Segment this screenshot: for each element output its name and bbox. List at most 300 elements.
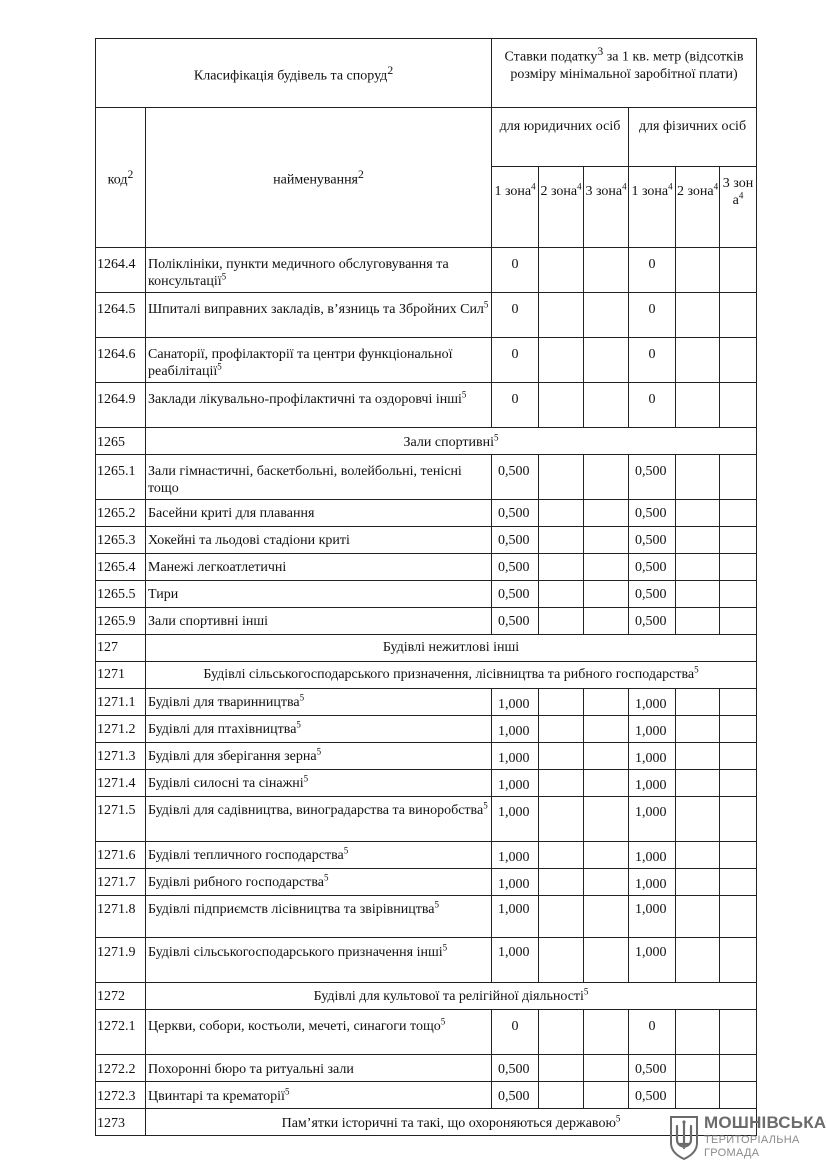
legal-zone-3-value — [584, 1010, 629, 1055]
physical-zone-3-value — [720, 1055, 757, 1082]
physical-zone-2-value — [676, 455, 720, 500]
physical-zone-3-value — [720, 743, 757, 770]
zone-label: 2 зона — [540, 184, 578, 199]
zone-label: 3 зона — [585, 184, 623, 199]
row-code: 1271.2 — [96, 716, 146, 743]
header-rates-rest: за 1 кв. метр (відсотків розміру мінімальної заробітної плати) — [510, 49, 744, 82]
row-code: 1272 — [96, 983, 146, 1010]
legal-zone-1-value: 0 — [492, 338, 539, 383]
footnote-mark: 5 — [217, 361, 222, 372]
header-classification — [96, 39, 492, 108]
footnote-mark: 4 — [622, 181, 627, 192]
table-row — [96, 1082, 757, 1109]
header-code — [96, 108, 146, 248]
legal-zone-2-value — [539, 293, 584, 338]
physical-zone-3-value — [720, 1082, 757, 1109]
row-code: 1264.6 — [96, 338, 146, 383]
row-code: 1264.4 — [96, 248, 146, 293]
row-code: 1271.5 — [96, 797, 146, 842]
row-name — [146, 248, 492, 293]
tax-rates-table — [95, 38, 757, 1136]
header-individuals — [629, 108, 757, 167]
legal-zone-2-value — [539, 248, 584, 293]
legal-zone-1-value: 0,500 — [492, 500, 539, 527]
footnote-mark: 5 — [583, 986, 589, 997]
row-name-text: Будівлі для зберігання зерна — [148, 749, 317, 764]
footnote-mark: 5 — [694, 664, 699, 675]
physical-zone-3-value — [720, 383, 757, 428]
row-name-text: Будівлі підприємств лісівництва та звірівництва — [148, 902, 435, 917]
header-rates — [492, 39, 757, 108]
header-rates-text: Ставки податку — [504, 49, 598, 65]
footnote-mark: 5 — [440, 1016, 446, 1027]
footnote-mark: 5 — [493, 432, 499, 443]
table-row — [96, 248, 757, 293]
header-legal-zone-1 — [492, 167, 539, 248]
row-name — [146, 338, 492, 383]
row-name — [146, 293, 492, 338]
legal-zone-1-value: 0,500 — [492, 608, 539, 635]
legal-zone-1-value: 0,500 — [492, 581, 539, 608]
legal-zone-1-value: 1,000 — [492, 869, 539, 896]
legal-zone-3-value — [584, 770, 629, 797]
legal-zone-1-value: 1,000 — [492, 797, 539, 842]
table-row — [96, 608, 757, 635]
row-name — [146, 896, 492, 938]
header-name-text: найменування — [273, 172, 358, 188]
legal-zone-2-value — [539, 455, 584, 500]
header-name — [146, 108, 492, 248]
section-row — [96, 662, 757, 689]
section-title — [146, 1109, 757, 1136]
physical-zone-2-value — [676, 743, 720, 770]
physical-zone-3-value — [720, 554, 757, 581]
physical-zone-3-value — [720, 938, 757, 983]
physical-zone-1-value: 0 — [629, 383, 676, 428]
row-code: 1265.4 — [96, 554, 146, 581]
row-name — [146, 797, 492, 842]
header-legal-entities — [492, 108, 629, 167]
physical-zone-3-value — [720, 770, 757, 797]
footnote-mark: 2 — [387, 63, 394, 77]
row-code: 1271.7 — [96, 869, 146, 896]
row-name-text: Будівлі силосні та сінажні — [148, 776, 304, 791]
physical-zone-3-value — [720, 338, 757, 383]
logo-name: МОШНІВСЬКА — [704, 1113, 826, 1132]
physical-zone-1-value: 0 — [629, 293, 676, 338]
table-row — [96, 743, 757, 770]
legal-zone-2-value — [539, 689, 584, 716]
row-name — [146, 842, 492, 869]
row-name-text: Заклади лікувально-профілактичні та оздоровчі інші — [148, 392, 462, 407]
legal-zone-3-value — [584, 716, 629, 743]
section-row — [96, 428, 757, 455]
footnote-mark: 5 — [483, 299, 489, 310]
table-row — [96, 455, 757, 500]
table-row — [96, 869, 757, 896]
footnote-mark: 5 — [615, 1113, 621, 1124]
physical-zone-3-value — [720, 527, 757, 554]
row-name-text: Будівлі для тваринництва — [148, 695, 300, 710]
table-row — [96, 896, 757, 938]
row-code: 1265.1 — [96, 455, 146, 500]
physical-zone-3-value — [720, 455, 757, 500]
legal-zone-1-value: 0 — [492, 293, 539, 338]
section-row — [96, 635, 757, 662]
table-row — [96, 716, 757, 743]
footnote-mark: 5 — [299, 692, 305, 703]
row-code: 1265.9 — [96, 608, 146, 635]
legal-zone-2-value — [539, 581, 584, 608]
physical-zone-1-value: 0,500 — [629, 581, 676, 608]
row-name — [146, 500, 492, 527]
legal-zone-2-value — [539, 608, 584, 635]
physical-zone-1-value: 1,000 — [629, 716, 676, 743]
section-title-text: Пам’ятки історичні та такі, що охороняються державою — [281, 1116, 616, 1131]
table-row — [96, 500, 757, 527]
zone-label: 2 зона — [676, 184, 714, 199]
legal-zone-1-value: 0 — [492, 383, 539, 428]
physical-zone-3-value — [720, 500, 757, 527]
physical-zone-2-value — [676, 797, 720, 842]
legal-zone-1-value: 1,000 — [492, 938, 539, 983]
legal-zone-3-value — [584, 500, 629, 527]
physical-zone-1-value: 0 — [629, 248, 676, 293]
legal-zone-2-value — [539, 896, 584, 938]
row-name — [146, 869, 492, 896]
table-row — [96, 842, 757, 869]
footnote-mark: 5 — [221, 271, 227, 282]
legal-zone-2-value — [539, 500, 584, 527]
legal-zone-2-value — [539, 527, 584, 554]
legal-zone-3-value — [584, 869, 629, 896]
physical-zone-3-value — [720, 248, 757, 293]
legal-zone-2-value — [539, 869, 584, 896]
section-title-text: Будівлі для культової та релігійної діяльності — [313, 989, 584, 1004]
physical-zone-2-value — [676, 896, 720, 938]
row-name — [146, 1010, 492, 1055]
row-code: 127 — [96, 635, 146, 662]
row-name-text: Будівлі тепличного господарства — [148, 848, 344, 863]
row-name — [146, 554, 492, 581]
section-title-text: Будівлі нежитлові інші — [382, 640, 520, 655]
footnote-mark: 2 — [358, 168, 364, 182]
table-row — [96, 581, 757, 608]
footnote-mark: 2 — [127, 168, 134, 182]
row-code: 1265.2 — [96, 500, 146, 527]
physical-zone-2-value — [676, 1055, 720, 1082]
footnote-mark: 4 — [577, 181, 582, 192]
physical-zone-1-value: 0,500 — [629, 1055, 676, 1082]
table-row — [96, 383, 757, 428]
footnote-mark: 5 — [442, 942, 448, 953]
legal-zone-2-value — [539, 938, 584, 983]
physical-zone-3-value — [720, 689, 757, 716]
physical-zone-1-value: 0 — [629, 1010, 676, 1055]
physical-zone-2-value — [676, 581, 720, 608]
row-name-text: Шпиталі виправних закладів, в’язниць та Збройних Сил — [148, 302, 484, 317]
row-code: 1271.1 — [96, 689, 146, 716]
row-name-text: Будівлі для птахівництва — [148, 722, 297, 737]
legal-zone-3-value — [584, 338, 629, 383]
legal-zone-2-value — [539, 743, 584, 770]
header-legal-zone-2 — [539, 167, 584, 248]
physical-zone-1-value: 0,500 — [629, 1082, 676, 1109]
trident-emblem-icon — [668, 1114, 700, 1162]
physical-zone-2-value — [676, 1082, 720, 1109]
row-name — [146, 527, 492, 554]
row-code: 1271.8 — [96, 896, 146, 938]
row-name-text: Поліклініки, пункти медичного обслуговування та консультації — [148, 257, 449, 289]
legal-zone-2-value — [539, 1055, 584, 1082]
legal-zone-3-value — [584, 383, 629, 428]
legal-zone-3-value — [584, 896, 629, 938]
physical-zone-3-value — [720, 869, 757, 896]
physical-zone-1-value: 0,500 — [629, 500, 676, 527]
row-name-text: Похоронні бюро та ритуальні зали — [148, 1062, 354, 1077]
legal-zone-1-value: 0 — [492, 248, 539, 293]
footnote-mark: 5 — [461, 389, 467, 400]
row-name — [146, 689, 492, 716]
physical-zone-1-value: 1,000 — [629, 797, 676, 842]
footnote-mark: 5 — [434, 899, 440, 910]
footnote-mark: 5 — [483, 800, 488, 811]
row-name — [146, 743, 492, 770]
footnote-mark: 4 — [668, 181, 673, 192]
header-physical-zone-3 — [720, 167, 757, 248]
physical-zone-2-value — [676, 383, 720, 428]
header-physical-zone-2 — [676, 167, 720, 248]
table-row — [96, 1010, 757, 1055]
physical-zone-1-value: 1,000 — [629, 689, 676, 716]
legal-zone-2-value — [539, 842, 584, 869]
legal-zone-1-value: 1,000 — [492, 842, 539, 869]
physical-zone-1-value: 1,000 — [629, 842, 676, 869]
table-row — [96, 797, 757, 842]
legal-zone-3-value — [584, 689, 629, 716]
row-name — [146, 770, 492, 797]
legal-zone-1-value: 1,000 — [492, 896, 539, 938]
legal-zone-2-value — [539, 554, 584, 581]
section-title — [146, 428, 757, 455]
physical-zone-1-value: 1,000 — [629, 896, 676, 938]
legal-zone-3-value — [584, 1082, 629, 1109]
legal-zone-1-value: 0 — [492, 1010, 539, 1055]
physical-zone-2-value — [676, 938, 720, 983]
row-name-text: Санаторії, профілакторії та центри функціональної реабілітації — [148, 347, 453, 379]
community-logo — [668, 1112, 826, 1164]
physical-zone-3-value — [720, 716, 757, 743]
row-code: 1271 — [96, 662, 146, 689]
row-name — [146, 1055, 492, 1082]
zone-label: 3 зон а — [722, 176, 754, 208]
row-name — [146, 1082, 492, 1109]
row-code: 1265 — [96, 428, 146, 455]
physical-zone-1-value: 1,000 — [629, 770, 676, 797]
legal-zone-1-value: 0,500 — [492, 527, 539, 554]
physical-zone-2-value — [676, 716, 720, 743]
header-physical-text: для фізичних осіб — [638, 119, 747, 134]
footnote-mark: 5 — [323, 872, 329, 883]
row-name — [146, 716, 492, 743]
row-name-text: Басейни криті для плавання — [148, 506, 315, 521]
row-code: 1271.6 — [96, 842, 146, 869]
section-row — [96, 1109, 757, 1136]
row-name-text: Будівлі сільськогосподарського призначення інші — [148, 945, 443, 960]
logo-subtitle-line-1: ТЕРИТОРІАЛЬНА — [704, 1134, 800, 1146]
row-code: 1272.2 — [96, 1055, 146, 1082]
legal-zone-1-value: 0,500 — [492, 1082, 539, 1109]
zone-label: 1 зона — [631, 184, 669, 199]
physical-zone-2-value — [676, 527, 720, 554]
legal-zone-1-value: 1,000 — [492, 716, 539, 743]
header-code-text: код — [107, 172, 128, 188]
row-name-text: Хокейні та льодові стадіони криті — [148, 533, 350, 548]
legal-zone-1-value: 1,000 — [492, 689, 539, 716]
physical-zone-2-value — [676, 1010, 720, 1055]
row-code: 1265.5 — [96, 581, 146, 608]
row-code: 1264.9 — [96, 383, 146, 428]
section-title-text: Зали спортивні — [403, 435, 494, 450]
section-title — [146, 635, 757, 662]
table-row — [96, 938, 757, 983]
physical-zone-3-value — [720, 293, 757, 338]
row-code: 1271.4 — [96, 770, 146, 797]
row-code: 1265.3 — [96, 527, 146, 554]
section-title — [146, 983, 757, 1010]
row-code: 1273 — [96, 1109, 146, 1136]
legal-zone-3-value — [584, 248, 629, 293]
legal-zone-2-value — [539, 797, 584, 842]
table-row — [96, 338, 757, 383]
physical-zone-2-value — [676, 842, 720, 869]
section-row — [96, 983, 757, 1010]
row-name — [146, 455, 492, 500]
legal-zone-3-value — [584, 608, 629, 635]
table-row — [96, 1055, 757, 1082]
legal-zone-2-value — [539, 383, 584, 428]
row-name-text: Зали гімнастичні, баскетбольні, волейбольні, тенісні тощо — [148, 464, 462, 496]
header-physical-zone-1 — [629, 167, 676, 248]
footnote-mark: 5 — [316, 746, 322, 757]
row-code: 1271.9 — [96, 938, 146, 983]
legal-zone-2-value — [539, 716, 584, 743]
header-legal-zone-3 — [584, 167, 629, 248]
physical-zone-2-value — [676, 293, 720, 338]
physical-zone-2-value — [676, 338, 720, 383]
legal-zone-1-value: 0,500 — [492, 1055, 539, 1082]
row-name-text: Зали спортивні інші — [148, 614, 269, 629]
table-row — [96, 770, 757, 797]
footnote-mark: 3 — [597, 45, 604, 58]
physical-zone-1-value: 1,000 — [629, 743, 676, 770]
legal-zone-3-value — [584, 527, 629, 554]
legal-zone-1-value: 0,500 — [492, 455, 539, 500]
table-row — [96, 293, 757, 338]
row-name — [146, 608, 492, 635]
physical-zone-1-value: 0,500 — [629, 455, 676, 500]
footnote-mark: 4 — [531, 181, 536, 192]
legal-zone-1-value: 1,000 — [492, 743, 539, 770]
legal-zone-2-value — [539, 1010, 584, 1055]
legal-zone-1-value: 0,500 — [492, 554, 539, 581]
row-name — [146, 383, 492, 428]
row-name-text: Манежі легкоатлетичні — [148, 560, 287, 575]
physical-zone-1-value: 1,000 — [629, 869, 676, 896]
physical-zone-3-value — [720, 797, 757, 842]
header-legal-text: для юридичних осіб — [499, 119, 621, 134]
table-body — [96, 248, 757, 1136]
row-name — [146, 581, 492, 608]
row-code: 1271.3 — [96, 743, 146, 770]
footnote-mark: 4 — [713, 181, 719, 192]
legal-zone-2-value — [539, 338, 584, 383]
physical-zone-1-value: 0,500 — [629, 554, 676, 581]
physical-zone-1-value: 0 — [629, 338, 676, 383]
footnote-mark: 5 — [296, 719, 301, 730]
physical-zone-2-value — [676, 689, 720, 716]
row-name-text: Церкви, собори, костьоли, мечеті, синагоги тощо — [148, 1019, 441, 1034]
zone-label: 1 зона — [494, 184, 532, 199]
footnote-mark: 5 — [343, 845, 349, 856]
physical-zone-2-value — [676, 248, 720, 293]
legal-zone-3-value — [584, 842, 629, 869]
physical-zone-3-value — [720, 1010, 757, 1055]
row-name-text: Будівлі рибного господарства — [148, 875, 324, 890]
legal-zone-3-value — [584, 1055, 629, 1082]
physical-zone-2-value — [676, 770, 720, 797]
physical-zone-1-value: 0,500 — [629, 608, 676, 635]
physical-zone-1-value: 0,500 — [629, 527, 676, 554]
physical-zone-2-value — [676, 500, 720, 527]
physical-zone-3-value — [720, 896, 757, 938]
table-row — [96, 527, 757, 554]
row-name-text: Тири — [148, 587, 179, 602]
legal-zone-3-value — [584, 938, 629, 983]
logo-subtitle-line-2: ГРОМАДА — [704, 1147, 760, 1159]
row-code: 1272.1 — [96, 1010, 146, 1055]
physical-zone-3-value — [720, 842, 757, 869]
section-title — [146, 662, 757, 689]
legal-zone-3-value — [584, 293, 629, 338]
legal-zone-3-value — [584, 743, 629, 770]
row-name — [146, 938, 492, 983]
table-row — [96, 554, 757, 581]
legal-zone-3-value — [584, 554, 629, 581]
legal-zone-3-value — [584, 797, 629, 842]
table-row — [96, 689, 757, 716]
legal-zone-3-value — [584, 581, 629, 608]
physical-zone-2-value — [676, 608, 720, 635]
footnote-mark: 5 — [284, 1086, 290, 1097]
physical-zone-2-value — [676, 554, 720, 581]
row-code: 1272.3 — [96, 1082, 146, 1109]
row-name-text: Будівлі для садівництва, виноградарства та виноробства — [148, 803, 484, 818]
legal-zone-2-value — [539, 770, 584, 797]
footnote-mark: 5 — [303, 773, 309, 784]
row-code: 1264.5 — [96, 293, 146, 338]
legal-zone-1-value: 1,000 — [492, 770, 539, 797]
legal-zone-3-value — [584, 455, 629, 500]
legal-zone-2-value — [539, 1082, 584, 1109]
physical-zone-2-value — [676, 869, 720, 896]
physical-zone-1-value: 1,000 — [629, 938, 676, 983]
section-title-text: Будівлі сільськогосподарського призначення, лісівництва та рибного господарства — [203, 667, 695, 682]
physical-zone-3-value — [720, 581, 757, 608]
footnote-mark: 4 — [738, 190, 744, 201]
header-classification-text: Класифікація будівель та споруд — [193, 68, 388, 84]
row-name-text: Цвинтарі та крематорії — [148, 1089, 285, 1104]
